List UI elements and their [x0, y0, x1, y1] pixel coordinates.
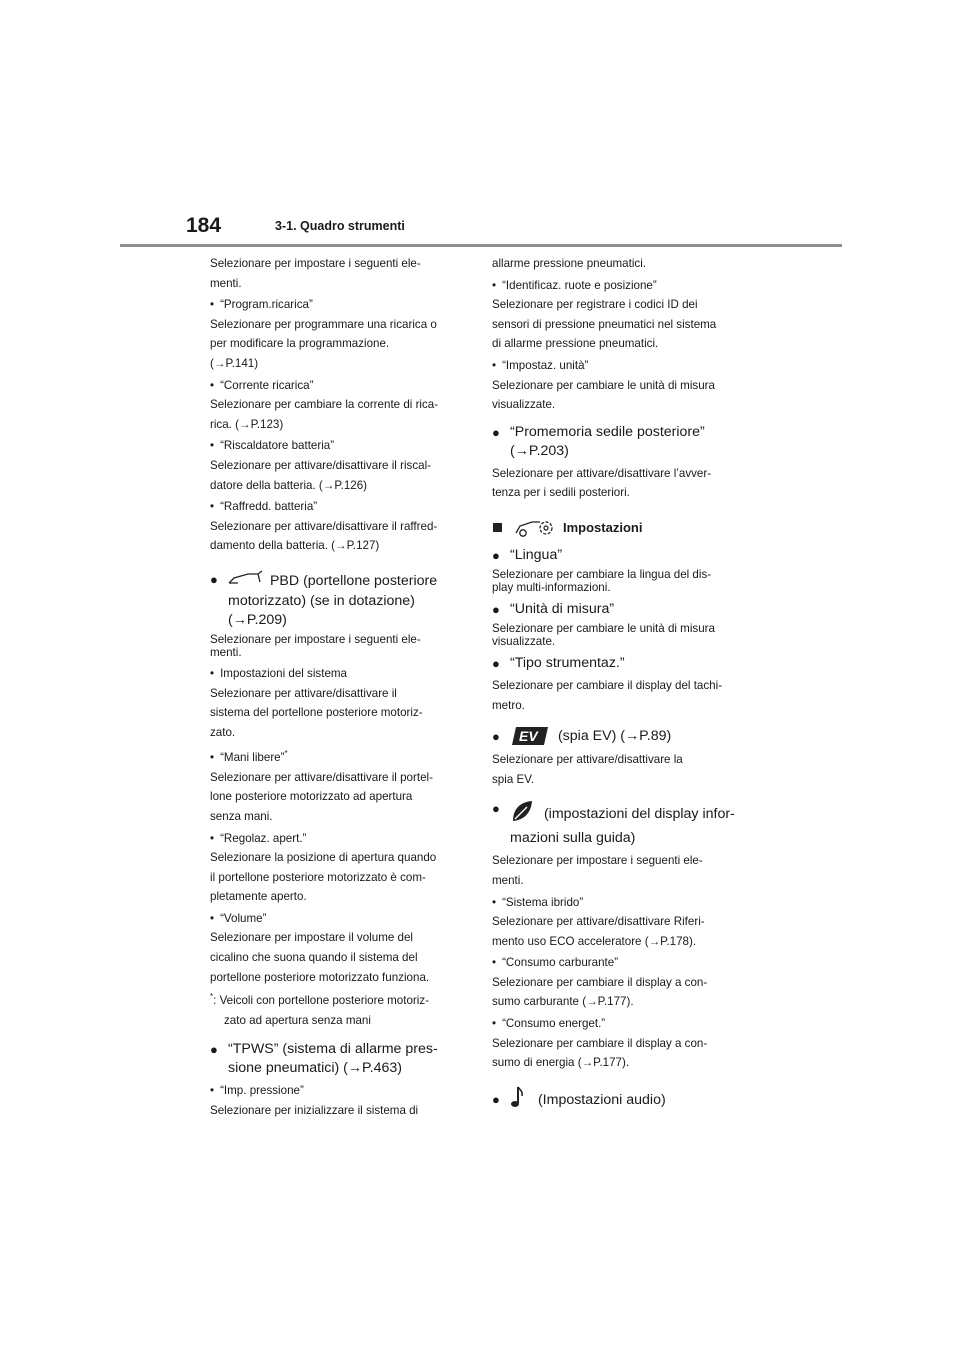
heading-unita [492, 600, 754, 619]
heading-tpws [210, 1040, 472, 1078]
bullet-dot-icon: ● [492, 801, 500, 817]
bullet-item: • “Sistema ibrido” [492, 893, 754, 913]
text-line: lone posteriore motorizzato ad apertura [210, 790, 413, 804]
text-line: rica. (→P.123) [210, 417, 284, 431]
text-line: Selezionare per impostare i seguenti ele- [492, 854, 703, 868]
text-line: Selezionare per impostare i seguenti ele- [210, 257, 421, 270]
bullet-item: • “Mani libere”* [210, 744, 472, 767]
text-line: spia EV. [492, 772, 535, 786]
header-rule [120, 244, 842, 247]
text-line: Selezionare per inizializzare il sistema di [210, 1103, 419, 1117]
bullet-item: • “Imp. pressione” [210, 1081, 472, 1101]
bullet-dot-icon: ● [210, 1042, 218, 1058]
text-line: il portellone posteriore motorizzato è com- [210, 870, 426, 884]
text-line: Selezionare per cambiare il display del tachi- [492, 678, 723, 692]
bullet-item: • Impostazioni del sistema [210, 664, 472, 684]
text-line: Selezionare per attivare/disattivare l’avver- [492, 466, 712, 480]
heading-text: sione pneumatici) (→P.463) [228, 1060, 403, 1077]
text-line: Selezionare per cambiare le unità di misura [492, 378, 715, 392]
text-line: pletamente aperto. [210, 890, 307, 904]
heading-text: (impostazioni del display infor- [543, 806, 735, 823]
text-line: senza mani. [210, 809, 273, 823]
subsection-title: Impostazioni [563, 519, 643, 535]
heading-eco [492, 799, 754, 848]
heading-text: (Impostazioni audio) [537, 1091, 666, 1108]
text-line: cicalino che suona quando il sistema del [210, 951, 418, 965]
text-line: Selezionare la posizione di apertura quando [210, 851, 437, 865]
heading-promemoria [492, 423, 754, 461]
bullet-dot-icon: ● [492, 547, 500, 563]
text-line: menti. [210, 276, 242, 290]
heading-text: “TPWS” (sistema di allarme pres- [228, 1041, 438, 1058]
heading-tipo [492, 654, 754, 673]
ev-indicator-icon: EV [510, 725, 550, 747]
heading-text: “Lingua” [510, 546, 563, 563]
bullet-item: • “Program.ricarica” [210, 295, 472, 315]
bullet-dot-icon: ● [492, 1092, 500, 1108]
footnote-continued: zato ad apertura senza mani [224, 1013, 371, 1027]
text-line: sistema del portellone posteriore motoriz- [210, 706, 423, 720]
text-line: Selezionare per attivare/disattivare il portel- [210, 770, 433, 784]
text-line: allarme pressione pneumatici. [492, 257, 647, 270]
text-line: Selezionare per attivare/disattivare il [210, 686, 397, 700]
text-line: Selezionare per attivare/disattivare il riscal- [210, 458, 432, 472]
text-line: menti. [210, 645, 242, 659]
text-line: Selezionare per programmare una ricarica o [210, 317, 437, 331]
heading-text: “Tipo strumentaz.” [510, 654, 625, 671]
text-line: Selezionare per cambiare la lingua del dis- [492, 567, 712, 581]
page-number: 184 [186, 214, 222, 237]
text-line: damento della batteria. (→P.127) [210, 539, 380, 553]
bullet-dot-icon: ● [492, 424, 500, 440]
text-line: visualizzate. [492, 398, 556, 412]
text-line: per modificare la programmazione. [210, 337, 390, 351]
bullet-dot-icon: ● [492, 601, 500, 617]
text-line: datore della batteria. (→P.126) [210, 478, 368, 492]
music-note-icon [510, 1085, 524, 1115]
text-line: Selezionare per cambiare il display a con- [492, 975, 708, 989]
heading-text: “Promemoria sedile posteriore” [510, 423, 705, 440]
text-line: Selezionare per attivare/disattivare il raffred- [210, 519, 438, 533]
text-line: sumo carburante (→P.177). [492, 995, 634, 1009]
car-settings-icon [514, 515, 556, 540]
text-line: zato. [210, 725, 236, 739]
text-line: Selezionare per impostare i seguenti ele- [210, 632, 421, 646]
bullet-item: • “Riscaldatore batteria” [210, 436, 472, 456]
bullet-dot-icon: ● [492, 655, 500, 671]
heading-text: (→P.209) [228, 611, 287, 628]
text-line: Selezionare per cambiare le unità di misura [492, 621, 715, 635]
text-line: di allarme pressione pneumatici. [492, 337, 659, 351]
bullet-item: • “Volume” [210, 909, 472, 929]
text-line: visualizzate. [492, 634, 556, 648]
heading-text: (spia EV) (→P.89) [557, 727, 672, 744]
heading-text: mazioni sulla guida) [510, 830, 636, 847]
text-line: Selezionare per cambiare il display a con- [492, 1036, 708, 1050]
footnote: *: Veicoli con portellone posteriore motoriz- [210, 992, 430, 1008]
text-line: menti. [492, 873, 524, 887]
heading-text: “Unità di misura” [510, 600, 615, 617]
text-line: sumo di energia (→P.177). [492, 1056, 630, 1070]
text-line: tenza per i sedili posteriori. [492, 486, 630, 500]
text-line: Selezionare per registrare i codici ID dei [492, 298, 698, 312]
bullet-item: • “Impostaz. unità” [492, 356, 754, 376]
left-column [210, 254, 472, 1121]
bullet-item: • “Regolaz. apert.” [210, 829, 472, 849]
heading-ev [492, 725, 754, 747]
text-line: sensori di pressione pneumatici nel sistema [492, 317, 717, 331]
text-line: Selezionare per impostare il volume del [210, 931, 413, 945]
heading-text: (→P.203) [510, 442, 569, 459]
bullet-item: • “Consumo carburante” [492, 953, 754, 973]
text-line: play multi-informazioni. [492, 580, 611, 594]
text-line: metro. [492, 698, 525, 712]
text-line: Selezionare per cambiare la corrente di rica- [210, 398, 439, 412]
heading-pbd [210, 570, 472, 630]
subsection-heading [492, 515, 754, 540]
heading-text: PBD (portellone posteriore [269, 572, 438, 589]
right-column [492, 254, 754, 1118]
text-line: mento uso ECO acceleratore (→P.178). [492, 934, 697, 948]
text-line: portellone posteriore motorizzato funziona. [210, 970, 430, 984]
bullet-dot-icon: ● [210, 571, 218, 587]
tailgate-car-icon [228, 570, 266, 592]
bullet-item: • “Identificaz. ruote e posizione” [492, 276, 754, 296]
text-line: Selezionare per attivare/disattivare Riferi- [492, 915, 705, 929]
bullet-dot-icon: ● [492, 728, 500, 744]
heading-lingua [492, 546, 754, 565]
bullet-item: • “Corrente ricarica” [210, 376, 472, 396]
leaf-icon [510, 799, 534, 829]
heading-text: motorizzato) (se in dotazione) [228, 592, 415, 609]
square-bullet-icon [493, 523, 502, 532]
bullet-item: • “Raffredd. batteria” [210, 497, 472, 517]
heading-audio [492, 1085, 754, 1115]
text-line: Selezionare per attivare/disattivare la [492, 753, 683, 767]
bullet-item: • “Consumo energet.” [492, 1014, 754, 1034]
page-reference: (→P.141) [210, 356, 259, 370]
section-title: 3-1. Quadro strumenti [275, 219, 405, 233]
